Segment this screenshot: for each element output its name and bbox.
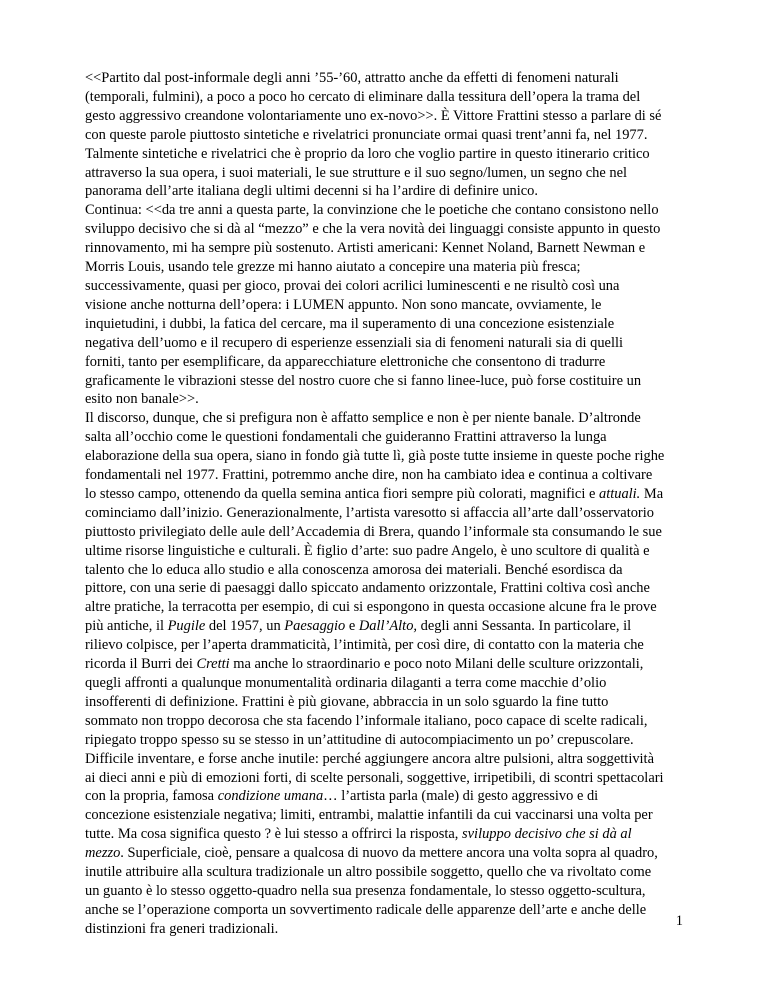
text-run: . Superficiale, cioè, pensare a qualcosa di nuovo da mettere ancora una volta sopra al quadro, — [120, 845, 658, 862]
text-line — [85, 69, 687, 88]
text-run: piuttosto privilegiato delle aule dell’Accademia di Brera, quando l’informale sta consumando le sue — [85, 523, 662, 540]
text-run: graficamente le vibrazioni stesse del nostro cuore che si fanno linee-luce, può forse costituire un — [85, 372, 642, 389]
text-run: Talmente sintetiche e rivelatrici che è proprio da loro che voglio partire in questo itinerario critico — [85, 145, 650, 162]
text-run: concezione esistenziale negativa; limiti, entrambi, malattie infantili da cui vaccinarsi una volta per — [85, 807, 653, 824]
text-line — [85, 485, 687, 504]
text-run: tutte. Ma cosa significa questo ? è lui stesso a offrirci la risposta, — [85, 826, 463, 843]
text-run: <<Partito dal post-informale degli anni ’55-’60, attratto anche da effetti di fenomeni naturali — [85, 70, 619, 86]
text-line — [85, 769, 687, 788]
text-run: fondamentali nel 1977. Frattini, potremmo anche dire, non ha cambiato idea e continua a coltivare — [85, 467, 653, 484]
italic-text: sviluppo decisivo che si dà al — [462, 826, 632, 843]
text-line — [85, 107, 687, 126]
text-line — [85, 542, 687, 561]
text-line — [85, 825, 687, 844]
text-line — [85, 296, 687, 315]
text-line — [85, 617, 687, 636]
text-line — [85, 315, 687, 334]
text-run: … l’artista parla (male) di gesto aggressivo e di — [323, 788, 599, 805]
text-run: più antiche, il — [85, 618, 168, 635]
text-run: ricorda il Burri dei — [85, 656, 197, 673]
text-line — [85, 201, 687, 220]
text-line — [85, 372, 687, 391]
text-run: successivamente, quasi per gioco, provai dei colori acrilici luminescenti e ne risultò così una — [85, 277, 620, 294]
text-line — [85, 88, 687, 107]
text-run: inutile attribuire alla scultura tradizionale un altro possibile soggetto, quello che va rivoltato come — [85, 864, 652, 881]
text-run: con la propria, famosa — [85, 788, 218, 805]
italic-text: condizione umana — [217, 788, 324, 805]
text-run: Morris Louis, usando tele grezze mi hanno aiutato a concepire una materia più fresca; — [85, 259, 581, 276]
text-line — [85, 579, 687, 598]
italic-text: Pugile — [167, 618, 206, 635]
text-line — [85, 863, 687, 882]
text-line — [85, 428, 687, 447]
text-line — [85, 750, 687, 769]
text-line — [85, 523, 687, 542]
text-line — [85, 409, 687, 428]
text-run: rinnovamento, mi ha sempre più sostenuto. Artisti americani: Kennet Noland, Barnett Newman e — [85, 240, 646, 257]
text-run: altre pratiche, la terracotta per esempio, di cui si espongono in questa occasione alcune fra le prove — [85, 599, 657, 616]
text-run: visione anche notturna dell’opera: i LUMEN appunto. Non sono mancate, ovviamente, le — [85, 296, 602, 313]
text-run: inquietudini, i dubbi, la fatica del cercare, ma il superamento di una concezione esistenziale — [85, 315, 615, 332]
text-run: sommato non troppo decorosa che sta facendo l’informale italiano, poco capace di scelte radicali, — [85, 712, 648, 729]
page-number: 1 — [675, 913, 683, 929]
text-run: ma anche lo straordinario e poco noto Milani delle sculture orizzontali, — [229, 656, 644, 673]
text-line — [85, 220, 687, 239]
text-run: elaborazione della sua opera, siano in fondo già tutte lì, già poste tutte insieme in queste poche righe — [85, 448, 665, 465]
text-run: distinzioni fra generi tradizionali. — [85, 920, 279, 937]
text-line — [85, 182, 687, 201]
italic-text: Dall’Alto, — [358, 618, 418, 635]
text-run: Il discorso, dunque, che si prefigura non è affatto semplice e non è per niente banale. D’altronde — [85, 410, 641, 427]
text-line — [85, 334, 687, 353]
text-run: quegli affronti a qualunque monumentalità ordinaria dilaganti a terra come macchie d’olio — [85, 675, 607, 691]
text-run: gesto aggressivo creandone volontariamente uno ex-novo>>. È Vittore Frattini stesso a parlare di sé — [85, 107, 662, 124]
text-line — [85, 901, 687, 920]
text-run: negativa dell’uomo e il recupero di esperienze essenziali sia di fenomeni naturali sia di quelli — [85, 334, 624, 351]
body-text — [85, 69, 687, 939]
text-run: Ma — [640, 485, 664, 502]
text-line — [85, 636, 687, 655]
text-line — [85, 693, 687, 712]
text-run: panorama dell’arte italiana degli ultimi decenni si ha l’ardire di definire unico. — [85, 183, 538, 200]
text-line — [85, 806, 687, 825]
italic-text: attuali. — [598, 485, 641, 502]
text-run: sviluppo decisivo che si dà al “mezzo” e che la vera novità dei linguaggi consiste appunto in questo — [85, 221, 661, 238]
text-run: ripiegato troppo spesso su se stesso in un’attitudine di autocompiacimento un po’ crepuscolare. — [85, 731, 634, 748]
text-run: Difficile inventare, e forse anche inutile: perché aggiungere ancora altre pulsioni, altra soggettività — [85, 750, 654, 767]
text-run: Continua: <<da tre anni a questa parte, la convinzione che le poetiche che contano consistono nello — [85, 202, 659, 219]
text-run: attraverso la sua opera, i suoi materiali, le sue strutture e il suo segno/lumen, un segno che nel — [85, 164, 628, 181]
text-run: pittore, con una serie di paesaggi dallo spiccato andamento orizzontale, Frattini coltiva così anche — [85, 580, 650, 597]
text-run: forniti, tanto per esemplificare, da apparecchiature elettroniche che consentono di tradurre — [85, 353, 606, 370]
text-line — [85, 145, 687, 164]
text-run: un guanto è lo stesso oggetto-quadro nella sua presenza fondamentale, lo stesso oggetto-scultura, — [85, 882, 646, 899]
text-line — [85, 353, 687, 372]
text-line — [85, 844, 687, 863]
text-line — [85, 598, 687, 617]
text-line — [85, 920, 687, 939]
text-run: esito non banale>>. — [85, 391, 199, 408]
text-line — [85, 164, 687, 183]
text-line — [85, 712, 687, 731]
text-run: insofferenti di definizione. Frattini è più giovane, abbraccia in un solo sguardo la fine tutto — [85, 693, 609, 710]
text-line — [85, 561, 687, 580]
italic-text: Paesaggio — [284, 618, 346, 635]
text-line — [85, 126, 687, 145]
text-line — [85, 787, 687, 806]
text-run: del 1957, un — [205, 618, 285, 635]
text-run: ultime risorse linguistiche e culturali. È figlio d’arte: suo padre Angelo, è uno scultore di qualità e — [85, 542, 650, 559]
text-run: rilievo colpisce, per l’aperta drammaticità, l’intimità, per così dire, di contatto con la materia che — [85, 637, 644, 654]
text-line — [85, 655, 687, 674]
text-line — [85, 258, 687, 277]
text-run: lo stesso campo, ottenendo da quella semina antica fiori sempre più colorati, magnifici e — [85, 485, 599, 502]
italic-text: mezzo — [85, 845, 121, 862]
text-run: salta all’occhio come le questioni fondamentali che guideranno Frattini attraverso la lunga — [85, 429, 607, 446]
text-run: ai dieci anni e più di emozioni forti, di scelte personali, soggettive, irripetibili, di scontri spettacolari — [85, 769, 664, 786]
text-run: cominciamo dall’inizio. Generazionalmente, l’artista varesotto si affaccia all’arte dall’osservatorio — [85, 504, 654, 521]
text-line — [85, 466, 687, 485]
text-run: anche se l’operazione comporta un sovvertimento radicale delle apparenze dell’arte e anche delle — [85, 901, 647, 918]
text-line — [85, 390, 687, 409]
text-run: degli anni Sessanta. In particolare, il — [417, 618, 632, 635]
text-run: talento che lo educa allo studio e alla conoscenza amorosa dei materiali. Benché esordisca da — [85, 561, 623, 578]
italic-text: Cretti — [196, 656, 230, 673]
text-line — [85, 447, 687, 466]
text-run: con queste parole piuttosto sintetiche e rivelatrici pronunciate ormai quasi trent’anni fa, nel 1977. — [85, 126, 648, 143]
text-line — [85, 239, 687, 258]
text-line — [85, 504, 687, 523]
text-run: e — [345, 618, 359, 635]
text-line — [85, 882, 687, 901]
text-line — [85, 674, 687, 693]
text-line — [85, 277, 687, 296]
text-line — [85, 731, 687, 750]
text-run: (temporali, fulmini), a poco a poco ho cercato di eliminare dalla tessitura dell’opera la trama del — [85, 88, 641, 105]
